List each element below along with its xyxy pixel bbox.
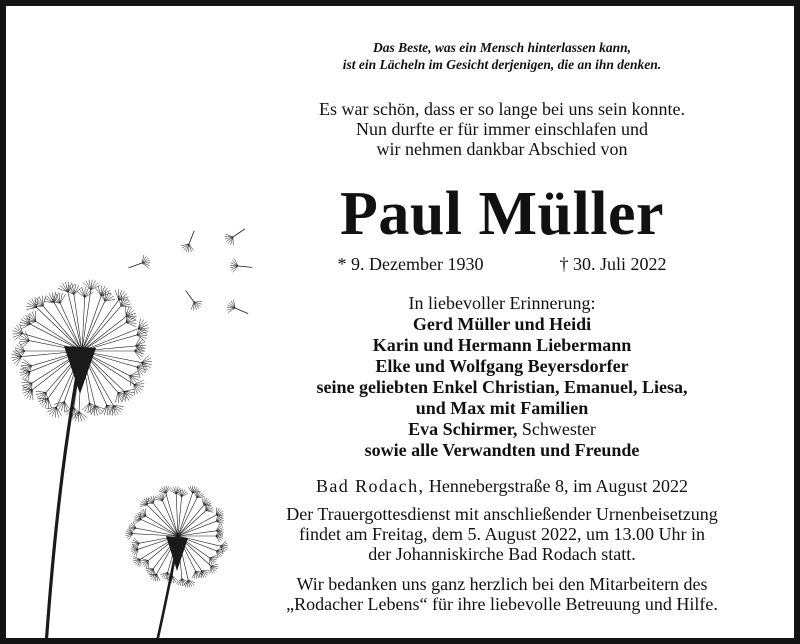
mourner-line: seine geliebten Enkel Christian, Emanuel, Liesa, bbox=[316, 377, 688, 397]
intro-line: Nun durfte er für immer einschlafen und bbox=[356, 119, 648, 139]
town-name: Bad Rodach, bbox=[315, 476, 425, 496]
intro-line: Es war schön, dass er so lange bei uns sein konnte. bbox=[319, 99, 685, 119]
mourners-list bbox=[256, 293, 748, 461]
mourner-line bbox=[256, 419, 748, 440]
thanks-line: Wir bedanken uns ganz herzlich bei den Mitarbeitern des bbox=[296, 574, 708, 594]
place-line bbox=[256, 476, 748, 496]
mourner-name: Eva Schirmer, bbox=[408, 419, 518, 439]
mourner-line: Elke und Wolfgang Beyersdorfer bbox=[375, 356, 629, 376]
thanks-line: „Rodacher Lebens“ für ihre liebevolle Betreuung und Hilfe. bbox=[286, 594, 718, 614]
death-date: † 30. Juli 2022 bbox=[559, 254, 667, 274]
mourner-line: sowie alle Verwandten und Freunde bbox=[364, 440, 640, 460]
deceased-name: Paul Müller bbox=[339, 180, 665, 248]
mourner-line: Gerd Müller und Heidi bbox=[412, 314, 592, 334]
service-line: der Johanniskirche Bad Rodach statt. bbox=[368, 544, 636, 564]
mourner-line: Karin und Hermann Liebermann bbox=[372, 335, 632, 355]
memorial-quote bbox=[256, 39, 748, 73]
intro-text bbox=[256, 99, 748, 159]
address-date: Hennebergstraße 8, im August 2022 bbox=[424, 476, 689, 496]
funeral-service-info bbox=[256, 504, 748, 564]
quote-line: Das Beste, was ein Mensch hinterlassen kann, bbox=[372, 40, 632, 55]
mourners-heading: In liebevoller Erinnerung: bbox=[408, 293, 596, 313]
intro-line: wir nehmen dankbar Abschied von bbox=[376, 139, 628, 159]
thanks-text bbox=[256, 574, 748, 614]
birth-date: * 9. Dezember 1930 bbox=[337, 254, 484, 274]
mourner-relation: Schwester bbox=[517, 419, 596, 439]
service-line: findet am Freitag, dem 5. August 2022, um 13.00 Uhr in bbox=[299, 524, 705, 544]
service-line: Der Trauergottesdienst mit anschließender Urnenbeisetzung bbox=[286, 504, 718, 524]
life-dates bbox=[256, 253, 748, 275]
place-and-date bbox=[256, 476, 748, 496]
quote-line: ist ein Lächeln im Gesicht derjenigen, die an ihn denken. bbox=[342, 57, 662, 72]
mourner-line: und Max mit Familien bbox=[415, 398, 589, 418]
